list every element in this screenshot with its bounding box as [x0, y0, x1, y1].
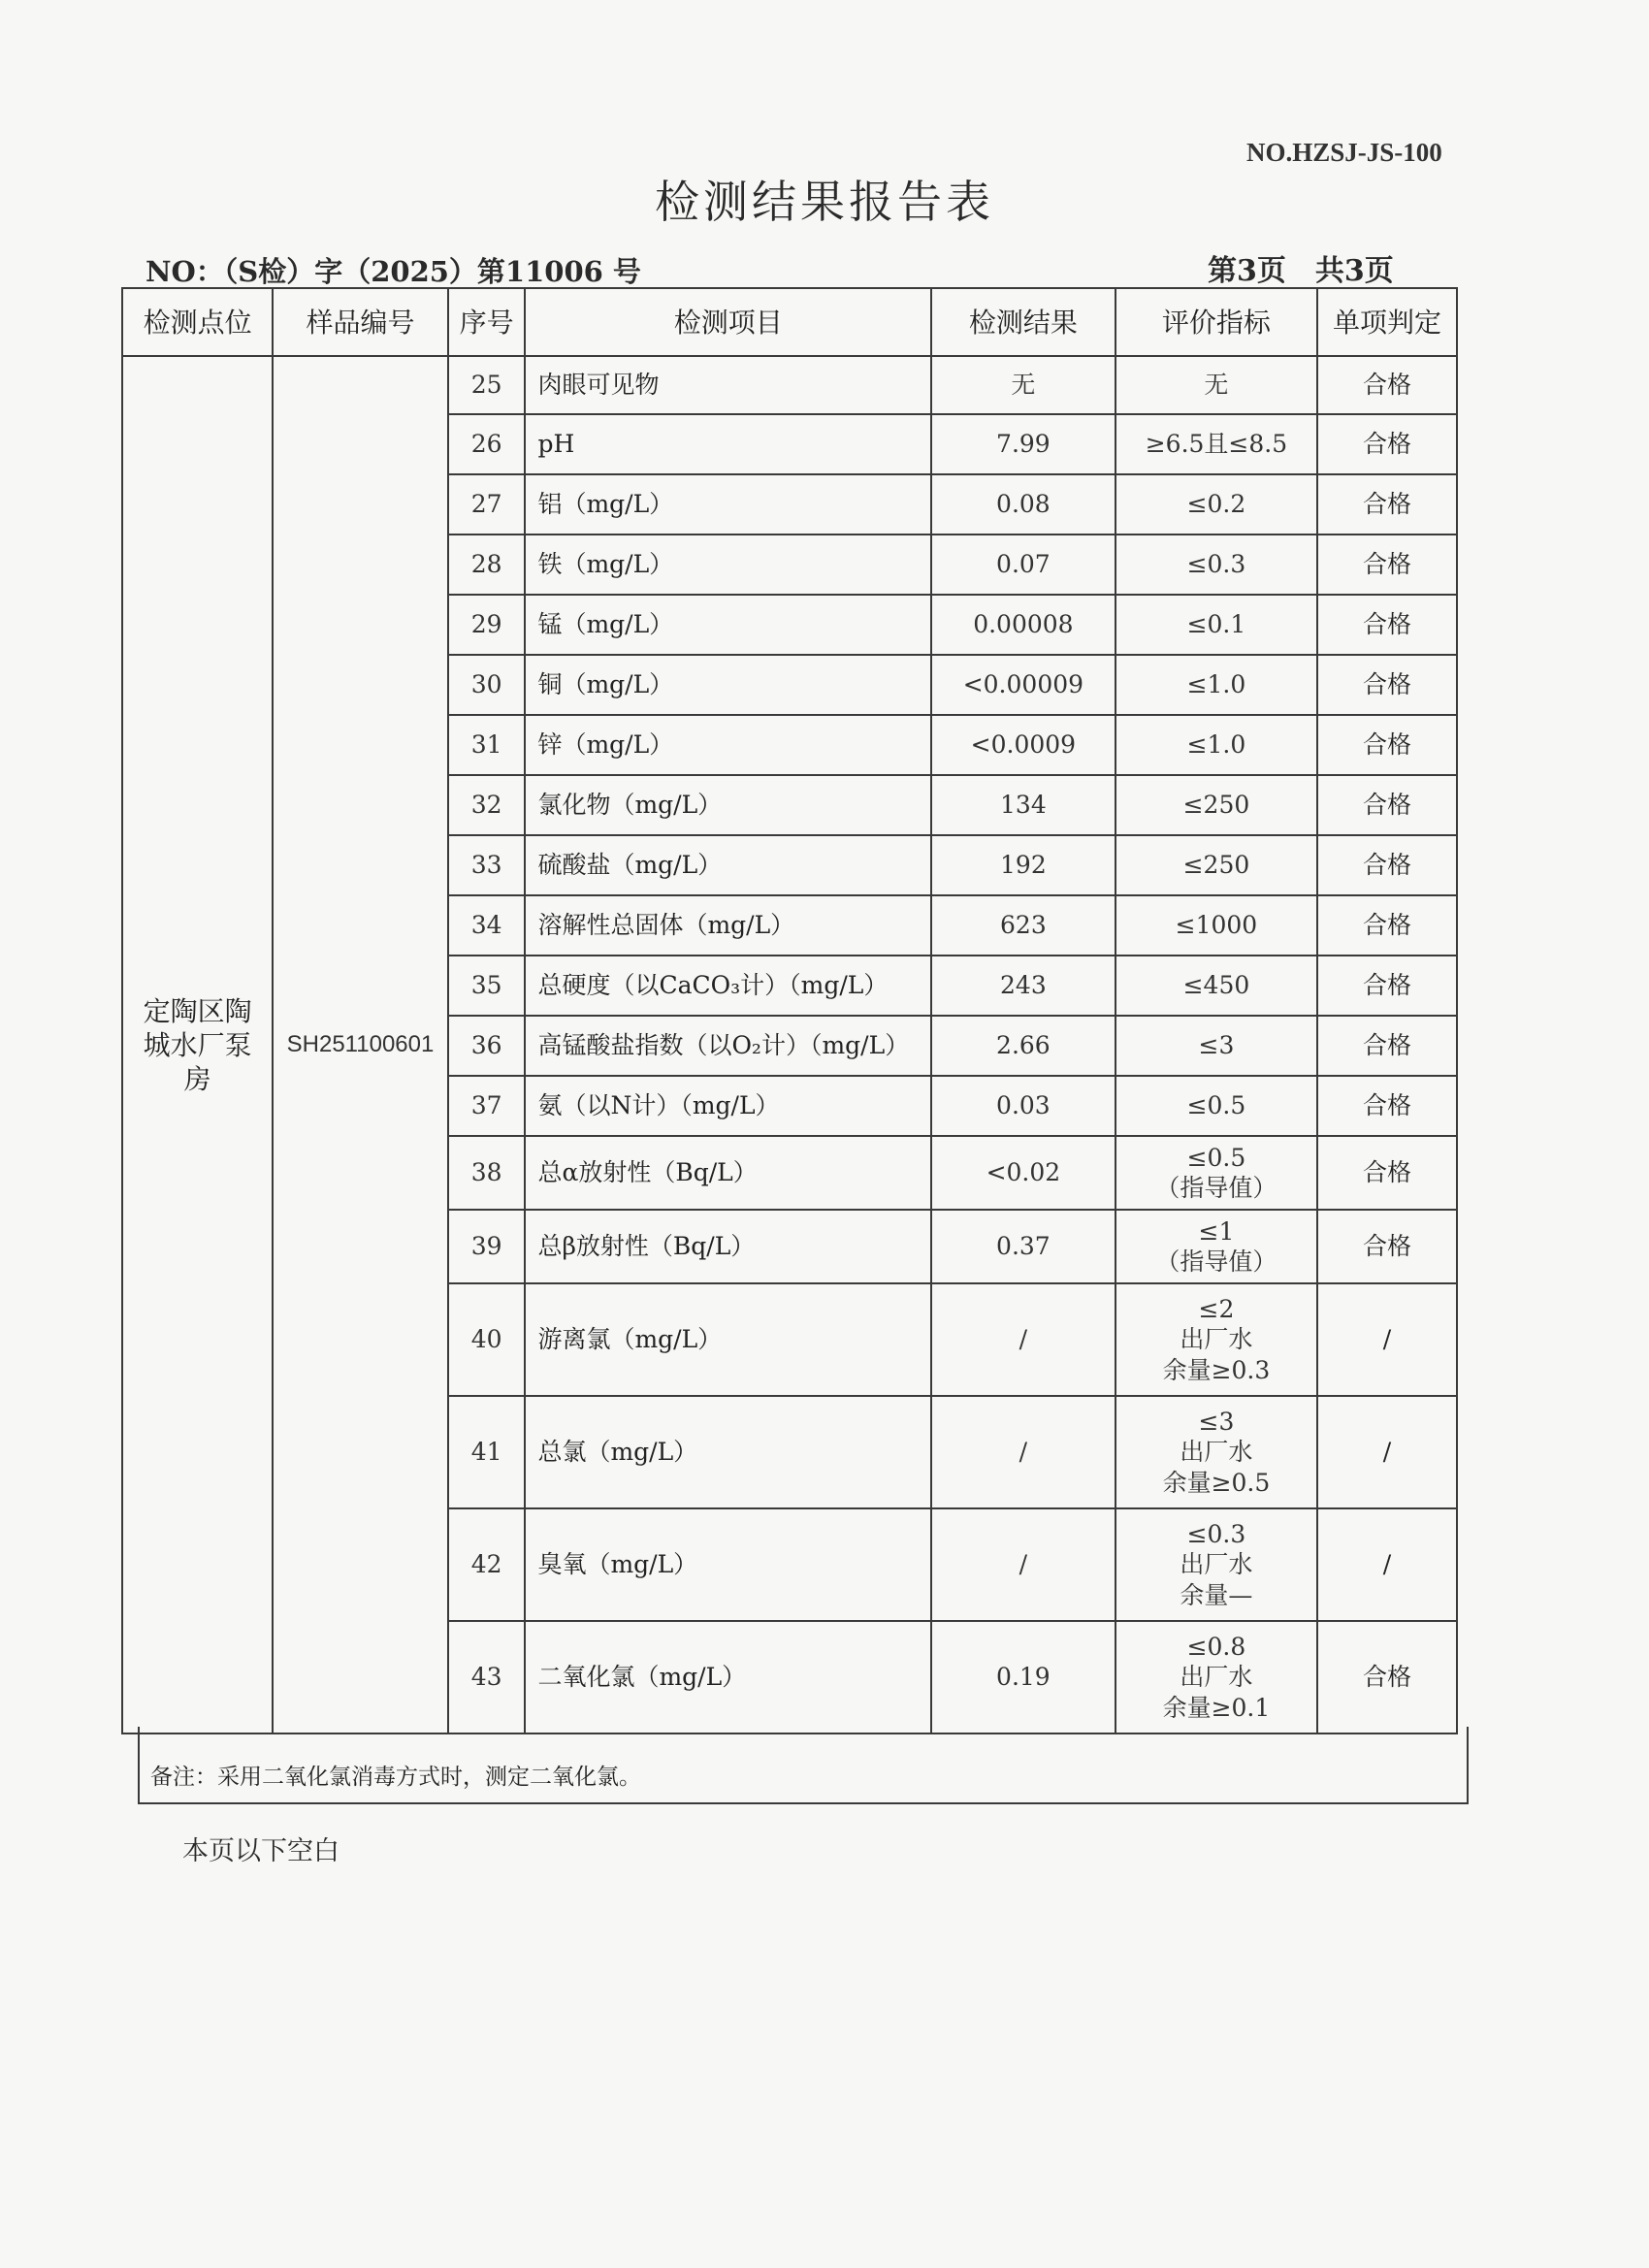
- verdict-cell: /: [1317, 1396, 1457, 1508]
- test-item-cell: 铜（mg/L）: [525, 655, 931, 715]
- table-header-row: [122, 288, 1457, 356]
- test-item-cell: 氯化物（mg/L）: [525, 775, 931, 835]
- verdict-cell: /: [1317, 1283, 1457, 1396]
- limit-cell: ≤450: [1116, 956, 1317, 1016]
- verdict-cell: 合格: [1317, 895, 1457, 956]
- verdict-cell: 合格: [1317, 595, 1457, 655]
- test-item-cell: 肉眼可见物: [525, 356, 931, 414]
- row-number-cell: 43: [448, 1621, 526, 1733]
- limit-cell: ≤1 （指导值）: [1116, 1210, 1317, 1283]
- test-item-cell: 锌（mg/L）: [525, 715, 931, 775]
- limit-cell: ≤3 出厂水 余量≥0.5: [1116, 1396, 1317, 1508]
- row-number-cell: 34: [448, 895, 526, 956]
- location-cell: 定陶区陶城水厂泵房: [122, 356, 273, 1733]
- result-cell: 无: [931, 356, 1116, 414]
- row-number-cell: 41: [448, 1396, 526, 1508]
- remark-text: 备注：采用二氧化氯消毒方式时，测定二氧化氯。: [150, 1765, 641, 1790]
- column-header: 评价指标: [1116, 288, 1317, 356]
- column-header: 单项判定: [1317, 288, 1457, 356]
- result-cell: 243: [931, 956, 1116, 1016]
- verdict-cell: /: [1317, 1508, 1457, 1621]
- row-number-cell: 28: [448, 535, 526, 595]
- limit-cell: ≤0.5 （指导值）: [1116, 1136, 1317, 1210]
- page-indicator: 第3页 共3页: [1208, 254, 1394, 288]
- test-item-cell: 游离氯（mg/L）: [525, 1283, 931, 1396]
- verdict-cell: 合格: [1317, 356, 1457, 414]
- result-cell: <0.0009: [931, 715, 1116, 775]
- test-item-cell: 硫酸盐（mg/L）: [525, 835, 931, 895]
- test-item-cell: 总α放射性（Bq/L）: [525, 1136, 931, 1210]
- sample-id-cell: SH251100601: [273, 356, 448, 1733]
- test-item-cell: 锰（mg/L）: [525, 595, 931, 655]
- blank-below-note: 本页以下空白: [182, 1836, 340, 1866]
- row-number-cell: 39: [448, 1210, 526, 1283]
- row-number-cell: 25: [448, 356, 526, 414]
- row-number-cell: 35: [448, 956, 526, 1016]
- row-number-cell: 40: [448, 1283, 526, 1396]
- limit-cell: ≤250: [1116, 775, 1317, 835]
- result-cell: /: [931, 1283, 1116, 1396]
- row-number-cell: 27: [448, 474, 526, 535]
- page-title: 检测结果报告表: [655, 176, 994, 228]
- verdict-cell: 合格: [1317, 956, 1457, 1016]
- result-cell: 0.00008: [931, 595, 1116, 655]
- limit-cell: ≤1.0: [1116, 655, 1317, 715]
- results-table: [121, 287, 1458, 1734]
- row-number-cell: 32: [448, 775, 526, 835]
- test-item-cell: 铝（mg/L）: [525, 474, 931, 535]
- result-cell: <0.00009: [931, 655, 1116, 715]
- column-header: 检测项目: [525, 288, 931, 356]
- limit-cell: ≤0.2: [1116, 474, 1317, 535]
- verdict-cell: 合格: [1317, 1621, 1457, 1733]
- limit-cell: ≤0.3 出厂水 余量—: [1116, 1508, 1317, 1621]
- form-number: NO.HZSJ-JS-100: [1246, 138, 1442, 167]
- table-row: [122, 356, 1457, 414]
- row-number-cell: 37: [448, 1076, 526, 1136]
- result-cell: 0.03: [931, 1076, 1116, 1136]
- verdict-cell: 合格: [1317, 775, 1457, 835]
- result-cell: 7.99: [931, 414, 1116, 474]
- result-cell: 0.07: [931, 535, 1116, 595]
- result-cell: <0.02: [931, 1136, 1116, 1210]
- test-item-cell: 铁（mg/L）: [525, 535, 931, 595]
- verdict-cell: 合格: [1317, 1210, 1457, 1283]
- limit-cell: 无: [1116, 356, 1317, 414]
- result-cell: 623: [931, 895, 1116, 956]
- column-header: 检测结果: [931, 288, 1116, 356]
- result-cell: /: [931, 1508, 1116, 1621]
- limit-cell: ≤0.5: [1116, 1076, 1317, 1136]
- verdict-cell: 合格: [1317, 715, 1457, 775]
- row-number-cell: 29: [448, 595, 526, 655]
- test-item-cell: 高锰酸盐指数（以O₂计）（mg/L）: [525, 1016, 931, 1076]
- verdict-cell: 合格: [1317, 1136, 1457, 1210]
- verdict-cell: 合格: [1317, 655, 1457, 715]
- test-item-cell: 总β放射性（Bq/L）: [525, 1210, 931, 1283]
- test-item-cell: 总硬度（以CaCO₃计）（mg/L）: [525, 956, 931, 1016]
- verdict-cell: 合格: [1317, 835, 1457, 895]
- verdict-cell: 合格: [1317, 1016, 1457, 1076]
- result-cell: 134: [931, 775, 1116, 835]
- row-number-cell: 26: [448, 414, 526, 474]
- verdict-cell: 合格: [1317, 474, 1457, 535]
- limit-cell: ≤2 出厂水 余量≥0.3: [1116, 1283, 1317, 1396]
- column-header: 样品编号: [273, 288, 448, 356]
- test-item-cell: 溶解性总固体（mg/L）: [525, 895, 931, 956]
- result-cell: 0.37: [931, 1210, 1116, 1283]
- test-item-cell: 二氧化氯（mg/L）: [525, 1621, 931, 1733]
- test-item-cell: 总氯（mg/L）: [525, 1396, 931, 1508]
- row-number-cell: 30: [448, 655, 526, 715]
- row-number-cell: 42: [448, 1508, 526, 1621]
- result-cell: 0.08: [931, 474, 1116, 535]
- row-number-cell: 38: [448, 1136, 526, 1210]
- result-cell: 0.19: [931, 1621, 1116, 1733]
- limit-cell: ≤1.0: [1116, 715, 1317, 775]
- limit-cell: ≤1000: [1116, 895, 1317, 956]
- result-cell: /: [931, 1396, 1116, 1508]
- limit-cell: ≤0.8 出厂水 余量≥0.1: [1116, 1621, 1317, 1733]
- result-cell: 192: [931, 835, 1116, 895]
- row-number-cell: 31: [448, 715, 526, 775]
- test-item-cell: pH: [525, 414, 931, 474]
- verdict-cell: 合格: [1317, 1076, 1457, 1136]
- limit-cell: ≥6.5且≤8.5: [1116, 414, 1317, 474]
- row-number-cell: 33: [448, 835, 526, 895]
- verdict-cell: 合格: [1317, 535, 1457, 595]
- limit-cell: ≤3: [1116, 1016, 1317, 1076]
- column-header: 序号: [448, 288, 526, 356]
- limit-cell: ≤0.3: [1116, 535, 1317, 595]
- test-item-cell: 氨（以N计）（mg/L）: [525, 1076, 931, 1136]
- table-body: [122, 356, 1457, 1733]
- limit-cell: ≤250: [1116, 835, 1317, 895]
- result-cell: 2.66: [931, 1016, 1116, 1076]
- limit-cell: ≤0.1: [1116, 595, 1317, 655]
- verdict-cell: 合格: [1317, 414, 1457, 474]
- column-header: 检测点位: [122, 288, 273, 356]
- test-item-cell: 臭氧（mg/L）: [525, 1508, 931, 1621]
- report-number: NO：（S检）字（2025）第11006 号: [146, 255, 641, 288]
- row-number-cell: 36: [448, 1016, 526, 1076]
